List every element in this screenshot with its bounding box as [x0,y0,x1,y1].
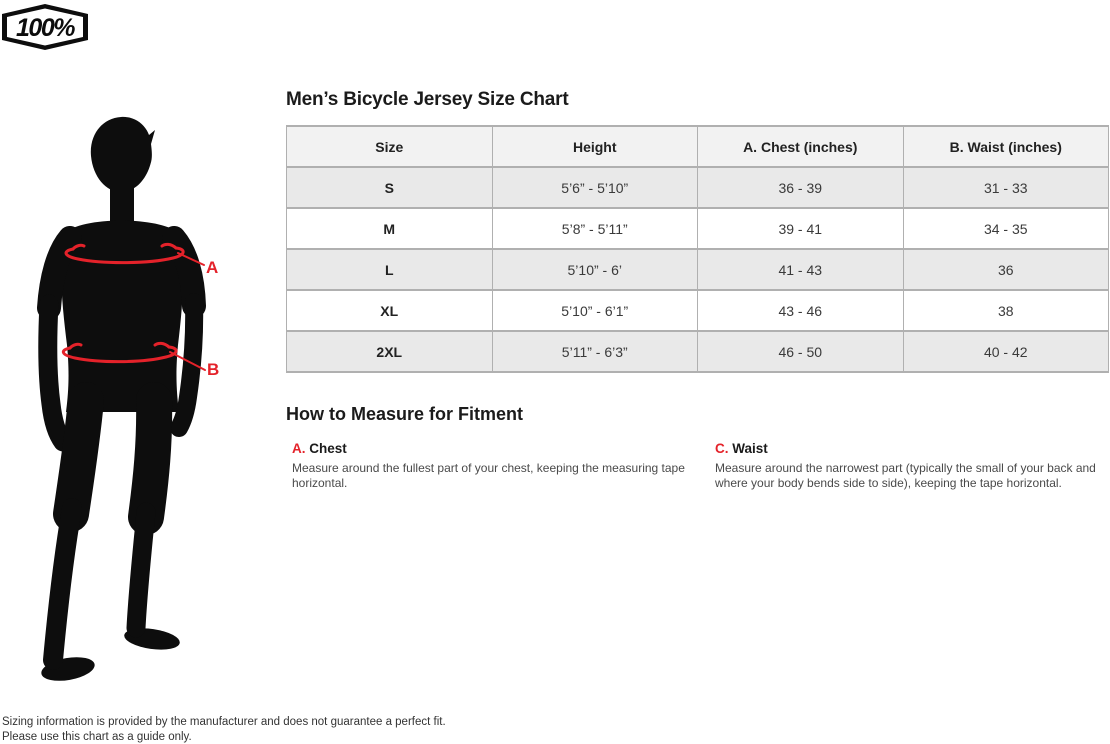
logo-text: 100% [16,14,75,42]
height-cell: 5’10” - 6’ [492,249,698,290]
size-cell: 2XL [287,331,493,372]
waist-cell: 40 - 42 [903,331,1109,372]
height-cell: 5’8” - 5’11” [492,208,698,249]
size-chart-table [286,125,1109,373]
table-row-l [287,249,1109,290]
chest-cell: 43 - 46 [698,290,904,331]
male-silhouette-figure [18,112,222,692]
size-cell: S [287,167,493,208]
chest-cell: 39 - 41 [698,208,904,249]
measure-item-waist [715,441,1107,491]
chest-cell: 46 - 50 [698,331,904,372]
measure-item-chest [292,441,694,491]
height-cell: 5’6” - 5’10” [492,167,698,208]
measure-description-chest: Measure around the fullest part of your chest, keeping the measuring tape horizontal. [292,461,694,491]
size-cell: M [287,208,493,249]
table-row-s [287,167,1109,208]
waist-cell: 36 [903,249,1109,290]
measure-letter-a: A. [292,441,306,456]
measure-name-chest: Chest [309,441,347,456]
waist-cell: 38 [903,290,1109,331]
brand-logo-100-percent [2,4,88,50]
height-cell: 5’11” - 6’3” [492,331,698,372]
waist-cell: 34 - 35 [903,208,1109,249]
column-header-size: Size [287,126,493,167]
column-header-chest: A. Chest (inches) [698,126,904,167]
measure-description-waist: Measure around the narrowest part (typically the small of your back and where your body bends side to side), keeping the tape horizontal. [715,461,1107,491]
measure-item-title [292,441,694,456]
sizing-disclaimer [2,715,446,744]
chest-cell: 36 - 39 [698,167,904,208]
disclaimer-line-2: Please use this chart as a guide only. [2,730,446,744]
waist-cell: 31 - 33 [903,167,1109,208]
silhouette-leg-right-thigh [146,400,154,517]
silhouette-leg-right-calf [136,512,146,628]
silhouette-leg-left-thigh [71,400,86,514]
column-header-height: Height [492,126,698,167]
page-title: Men’s Bicycle Jersey Size Chart [286,89,568,111]
table-row-2xl [287,331,1109,372]
height-cell: 5’10” - 6’1” [492,290,698,331]
column-header-waist: B. Waist (inches) [903,126,1109,167]
silhouette-arm-right-lower [179,302,194,428]
silhouette-leg-left-calf [53,508,72,660]
waist-label-b: B [207,360,219,379]
chest-cell: 41 - 43 [698,249,904,290]
silhouette-arm-left-lower [48,304,63,442]
size-cell: XL [287,290,493,331]
measure-name-waist: Waist [732,441,768,456]
disclaimer-line-1: Sizing information is provided by the manufacturer and does not guarantee a perfect fit. [2,715,446,730]
size-cell: L [287,249,493,290]
table-row-xl [287,290,1109,331]
how-to-measure-heading: How to Measure for Fitment [286,404,523,425]
table-header-row [287,126,1109,167]
measure-item-title [715,441,1107,456]
measure-letter-c: C. [715,441,729,456]
silhouette-neck [110,174,134,224]
chest-label-a: A [206,258,218,277]
table-row-m [287,208,1109,249]
